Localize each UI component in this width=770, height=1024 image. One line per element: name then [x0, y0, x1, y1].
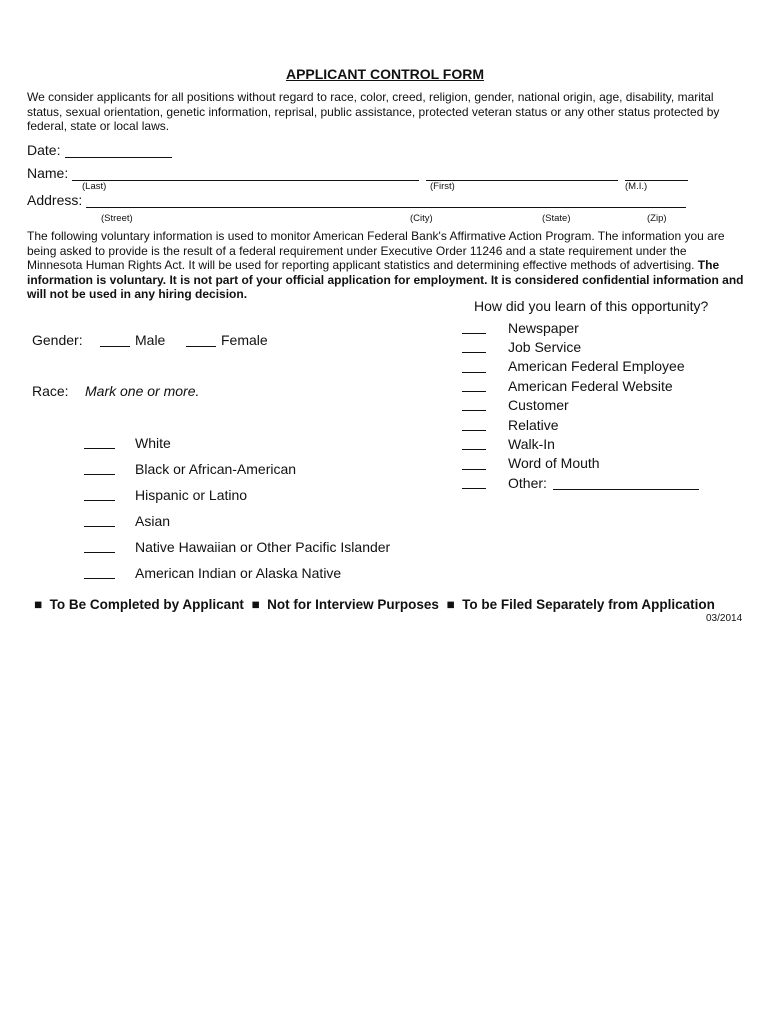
street-caption: (Street): [101, 213, 133, 224]
zip-caption: (Zip): [647, 213, 667, 224]
source-job-service-label: Job Service: [508, 339, 582, 355]
source-newspaper-label: Newspaper: [508, 320, 579, 336]
gender-male-label: Male: [135, 332, 166, 348]
race-instruction: Mark one or more.: [85, 383, 200, 399]
gender-male-blank[interactable]: [100, 346, 130, 347]
last-name-caption: (Last): [82, 181, 107, 192]
notice-text: The following voluntary information is used to monitor American Federal Bank's Affirmative Action Program. The information you are being asked to provide is the result of a federal requirement under Executive Order 11246 and a state requirement under the Minnesota Human Rights Act. It will be used for reporting applicant statistics and determining effective methods of advertising.: [27, 229, 725, 272]
race-native-american-label: American Indian or Alaska Native: [135, 565, 342, 581]
source-relative-blank[interactable]: [462, 430, 486, 431]
race-black-label: Black or African-American: [135, 461, 297, 477]
voluntary-notice: [27, 229, 745, 302]
intro-text: We consider applicants for all positions without regard to race, color, creed, religion, gender, national origin, age, disability, marital status, sexual orientation, genetic information, reprisal, public assistance, protected veteran status or any other status protected by federal, state or local laws.: [27, 90, 720, 133]
race-label: Race:: [32, 383, 69, 399]
source-word-of-mouth-label: Word of Mouth: [508, 455, 600, 471]
source-question: How did you learn of this opportunity?: [474, 298, 709, 314]
form-title: APPLICANT CONTROL FORM: [285, 66, 485, 82]
source-website-label: American Federal Website: [508, 378, 673, 394]
date-field[interactable]: [65, 157, 172, 158]
address-label: Address:: [27, 192, 83, 208]
last-name-field[interactable]: [72, 180, 419, 181]
date-label: Date:: [27, 142, 61, 158]
footer-bullet-icon: ■: [34, 597, 43, 612]
name-label: Name:: [27, 165, 69, 181]
source-other-field[interactable]: [553, 489, 699, 490]
source-other-label: Other:: [508, 475, 547, 491]
gender-female-blank[interactable]: [186, 346, 216, 347]
city-caption: (City): [410, 213, 433, 224]
race-asian-blank[interactable]: [84, 526, 115, 527]
race-hawaiian-label: Native Hawaiian or Other Pacific Islander: [135, 539, 391, 555]
source-relative-label: Relative: [508, 417, 559, 433]
first-name-field[interactable]: [426, 180, 618, 181]
gender-label: Gender:: [32, 332, 83, 348]
footer-item-completed: To Be Completed by Applicant: [49, 597, 244, 612]
source-word-of-mouth-blank[interactable]: [462, 469, 486, 470]
source-walk-in-blank[interactable]: [462, 449, 486, 450]
gender-female-label: Female: [221, 332, 268, 348]
race-white-blank[interactable]: [84, 448, 115, 449]
source-other-blank[interactable]: [462, 488, 486, 489]
source-newspaper-blank[interactable]: [462, 333, 486, 334]
source-customer-label: Customer: [508, 397, 569, 413]
footer-bullet-icon: ■: [251, 597, 260, 612]
race-hawaiian-blank[interactable]: [84, 552, 115, 553]
source-employee-label: American Federal Employee: [508, 358, 685, 374]
footer-line: [34, 597, 715, 612]
first-name-caption: (First): [430, 181, 455, 192]
source-walk-in-label: Walk-In: [508, 436, 555, 452]
race-black-blank[interactable]: [84, 474, 115, 475]
footer-item-filed-separately: To be Filed Separately from Application: [462, 597, 715, 612]
source-website-blank[interactable]: [462, 391, 486, 392]
race-native-american-blank[interactable]: [84, 578, 115, 579]
form-revision-code: 03/2014: [706, 613, 743, 624]
middle-initial-caption: (M.I.): [625, 181, 648, 192]
address-field[interactable]: [86, 207, 686, 208]
source-job-service-blank[interactable]: [462, 352, 486, 353]
footer-item-not-interview: Not for Interview Purposes: [267, 597, 439, 612]
race-asian-label: Asian: [135, 513, 171, 529]
footer-bullet-icon: ■: [446, 597, 455, 612]
race-white-label: White: [135, 435, 171, 451]
state-caption: (State): [542, 213, 571, 224]
race-hispanic-blank[interactable]: [84, 500, 115, 501]
source-employee-blank[interactable]: [462, 372, 486, 373]
race-hispanic-label: Hispanic or Latino: [135, 487, 248, 503]
notice-bold-text: The information is voluntary. It is not part of your official application for employment. It is considered confidential information and will not be used in any hiring decision.: [27, 258, 744, 301]
source-customer-blank[interactable]: [462, 410, 486, 411]
